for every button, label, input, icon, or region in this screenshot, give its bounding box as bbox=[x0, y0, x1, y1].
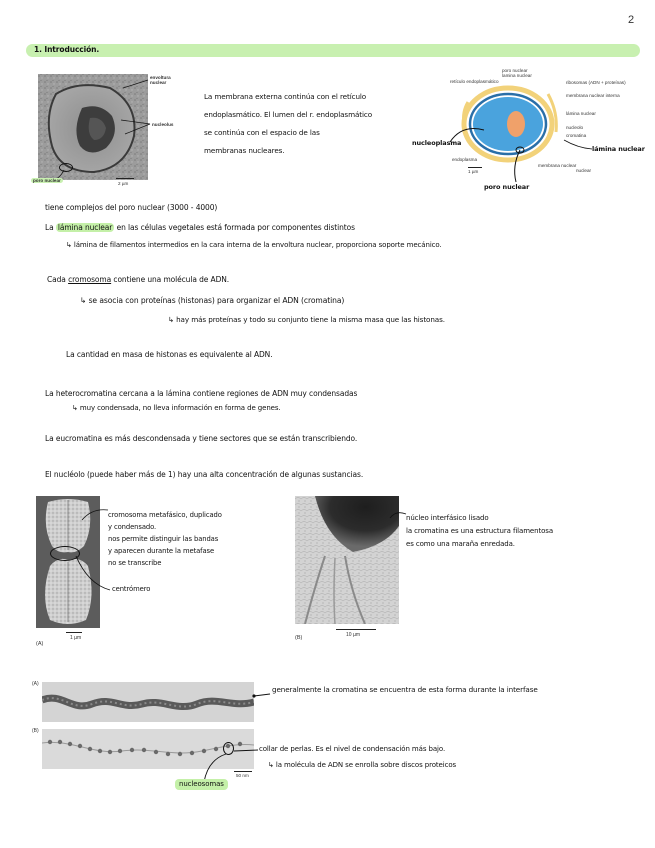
figure2a-notes bbox=[108, 509, 222, 569]
annot-nucleoplasma-arrow bbox=[448, 120, 488, 146]
note-lamina-after: en las células vegetales está formada por componentes distintos bbox=[116, 223, 355, 232]
figure2b-scale: 10 µm bbox=[346, 632, 360, 638]
figure2b-notes bbox=[406, 512, 553, 551]
annot-pore-arrow bbox=[506, 146, 530, 184]
figure3a-fiber-image bbox=[42, 682, 254, 722]
note-lamina-before: La bbox=[45, 223, 54, 232]
diag-scale-bar bbox=[468, 167, 482, 168]
figure3a-label: (A) bbox=[32, 681, 39, 687]
intro-line-3: se continúa con el espacio de las bbox=[204, 128, 320, 137]
nucleus-note-3: es como una maraña enredada. bbox=[406, 540, 515, 548]
figure2b-nucleus-image bbox=[295, 496, 399, 624]
chromatin-fiber-illustration bbox=[42, 682, 254, 722]
annot-lamina: lámina nuclear bbox=[592, 145, 645, 153]
diag-bottomleft-label: endoplasma bbox=[452, 157, 478, 162]
note-chromosome-term: cromosoma bbox=[68, 275, 112, 284]
note-nucleolus: El nucléolo (puede haber más de 1) hay una alta concentración de algunas sustancias. bbox=[45, 470, 364, 479]
figure3a-note: generalmente la cromatina se encuentra de esta forma durante la interfase bbox=[272, 685, 538, 694]
chromosome-note-5: no se transcribe bbox=[108, 559, 162, 567]
note-chromosome-after: contiene una molécula de ADN. bbox=[113, 275, 230, 284]
figure3b-scale: 50 nm bbox=[236, 773, 249, 778]
label-envelope: envoltura nuclear bbox=[150, 75, 171, 85]
diag-bottom-label-2: nuclear bbox=[576, 168, 592, 173]
diag-right-label-2: membrana nuclear interna bbox=[566, 93, 620, 98]
centromere-label: centrómero bbox=[112, 585, 151, 593]
figure2a-scale-bar bbox=[66, 632, 82, 633]
note-chromosome-sub2: ↳ hay más proteínas y todo su conjunto tiene la misma masa que las histonas. bbox=[168, 315, 445, 324]
note-chromosome bbox=[47, 275, 229, 284]
chromosome-note-2: y condensado. bbox=[108, 523, 157, 531]
lysed-nucleus-illustration bbox=[295, 496, 399, 624]
note-lamina-term: lámina nuclear bbox=[57, 223, 113, 232]
figure2b-label: (B) bbox=[295, 635, 303, 641]
nucleus-note-2: la cromatina es una estructura filamentosa bbox=[406, 527, 554, 535]
figure2b-scale-bar bbox=[336, 629, 376, 630]
note-lamina-sub: ↳ lámina de filamentos intermedios en la cara interna de la envoltura nuclear, proporciona soporte mecánico. bbox=[66, 241, 442, 249]
figure2a-scale: 1 µm bbox=[70, 635, 82, 641]
diag-right-label-5: cromatina bbox=[566, 133, 587, 138]
annot-nucleoplasma: nucleoplasma bbox=[412, 139, 462, 147]
scale-bar-left bbox=[116, 178, 134, 179]
figure3b-scale-bar bbox=[234, 771, 252, 772]
figure1-left-leaders bbox=[115, 76, 155, 136]
diag-right-label-3: lámina nuclear bbox=[566, 111, 596, 116]
note-histone-mass: La cantidad en masa de histonas es equivalente al ADN. bbox=[66, 350, 273, 359]
chromosome-note-1: cromosoma metafásico, duplicado bbox=[108, 511, 222, 519]
note-heterochromatin: La heterocromatina cercana a la lámina contiene regiones de ADN muy condensadas bbox=[45, 389, 358, 398]
diag-scale-label: 1 µm bbox=[468, 169, 479, 174]
nucleus-note-1: núcleo interfásico lisado bbox=[406, 514, 489, 522]
intro-line-1: La membrana externa continúa con el retículo bbox=[204, 92, 367, 101]
chromosome-note-3: nos permite distinguir las bandas bbox=[108, 535, 219, 543]
figure3b-label: (B) bbox=[32, 728, 39, 734]
section-title: 1. Introducción. bbox=[34, 45, 100, 54]
intro-line-4: membranas nucleares. bbox=[204, 146, 285, 155]
figure3a-leader bbox=[252, 690, 272, 702]
note-heterochromatin-sub: ↳ muy condensada, no lleva información en forma de genes. bbox=[72, 404, 281, 412]
figure3b-leader bbox=[232, 746, 260, 756]
section-header bbox=[26, 44, 640, 57]
intro-line-2: endoplasmático. El lumen del r. endoplasmático bbox=[204, 110, 373, 119]
figure2a-label: (A) bbox=[36, 641, 44, 647]
figure2a-leaders bbox=[74, 500, 114, 596]
figure3b-note-1: collar de perlas. Es el nivel de condensación más bajo. bbox=[259, 745, 446, 753]
note-euchromatin: La eucromatina es más descondensada y tiene sectores que se están transcribiendo. bbox=[45, 434, 358, 443]
note-pores: tiene complejos del poro nuclear (3000 - 4000) bbox=[45, 203, 218, 212]
note-lamina bbox=[45, 223, 355, 232]
chromosome-note-4: y aparecen durante la metafase bbox=[108, 547, 215, 555]
scale-label-left: 2 µm bbox=[118, 181, 129, 186]
annot-pore: poro nuclear bbox=[484, 183, 530, 191]
note-chromosome-sub1: ↳ se asocia con proteínas (histonas) para organizar el ADN (cromatina) bbox=[80, 296, 345, 305]
figure3b-note-2: ↳ la molécula de ADN se enrolla sobre discos proteicos bbox=[268, 761, 457, 769]
page-number: 2 bbox=[628, 14, 635, 26]
diag-topleft-label: retículo endoplasmático bbox=[450, 79, 499, 84]
label-pore: poro nuclear bbox=[33, 178, 61, 183]
label-nucleolus: nucleolus bbox=[152, 122, 174, 127]
annot-lamina-arrow bbox=[560, 136, 594, 152]
diag-bottom-label-1: membrana nuclear bbox=[538, 163, 577, 168]
diag-top-label-1: poro nuclear bbox=[502, 68, 528, 73]
diag-right-label-4: nucleolo bbox=[566, 125, 584, 130]
intro-text bbox=[204, 88, 372, 160]
diag-right-label-1: ribosomas (ADN + proteínas) bbox=[566, 80, 626, 85]
note-chromosome-before: Cada bbox=[47, 275, 66, 284]
figure2b-leader bbox=[388, 508, 408, 522]
diag-top-label-2: lamina nuclear bbox=[502, 73, 532, 78]
nucleosomes-label: nucleosomas bbox=[175, 779, 228, 790]
